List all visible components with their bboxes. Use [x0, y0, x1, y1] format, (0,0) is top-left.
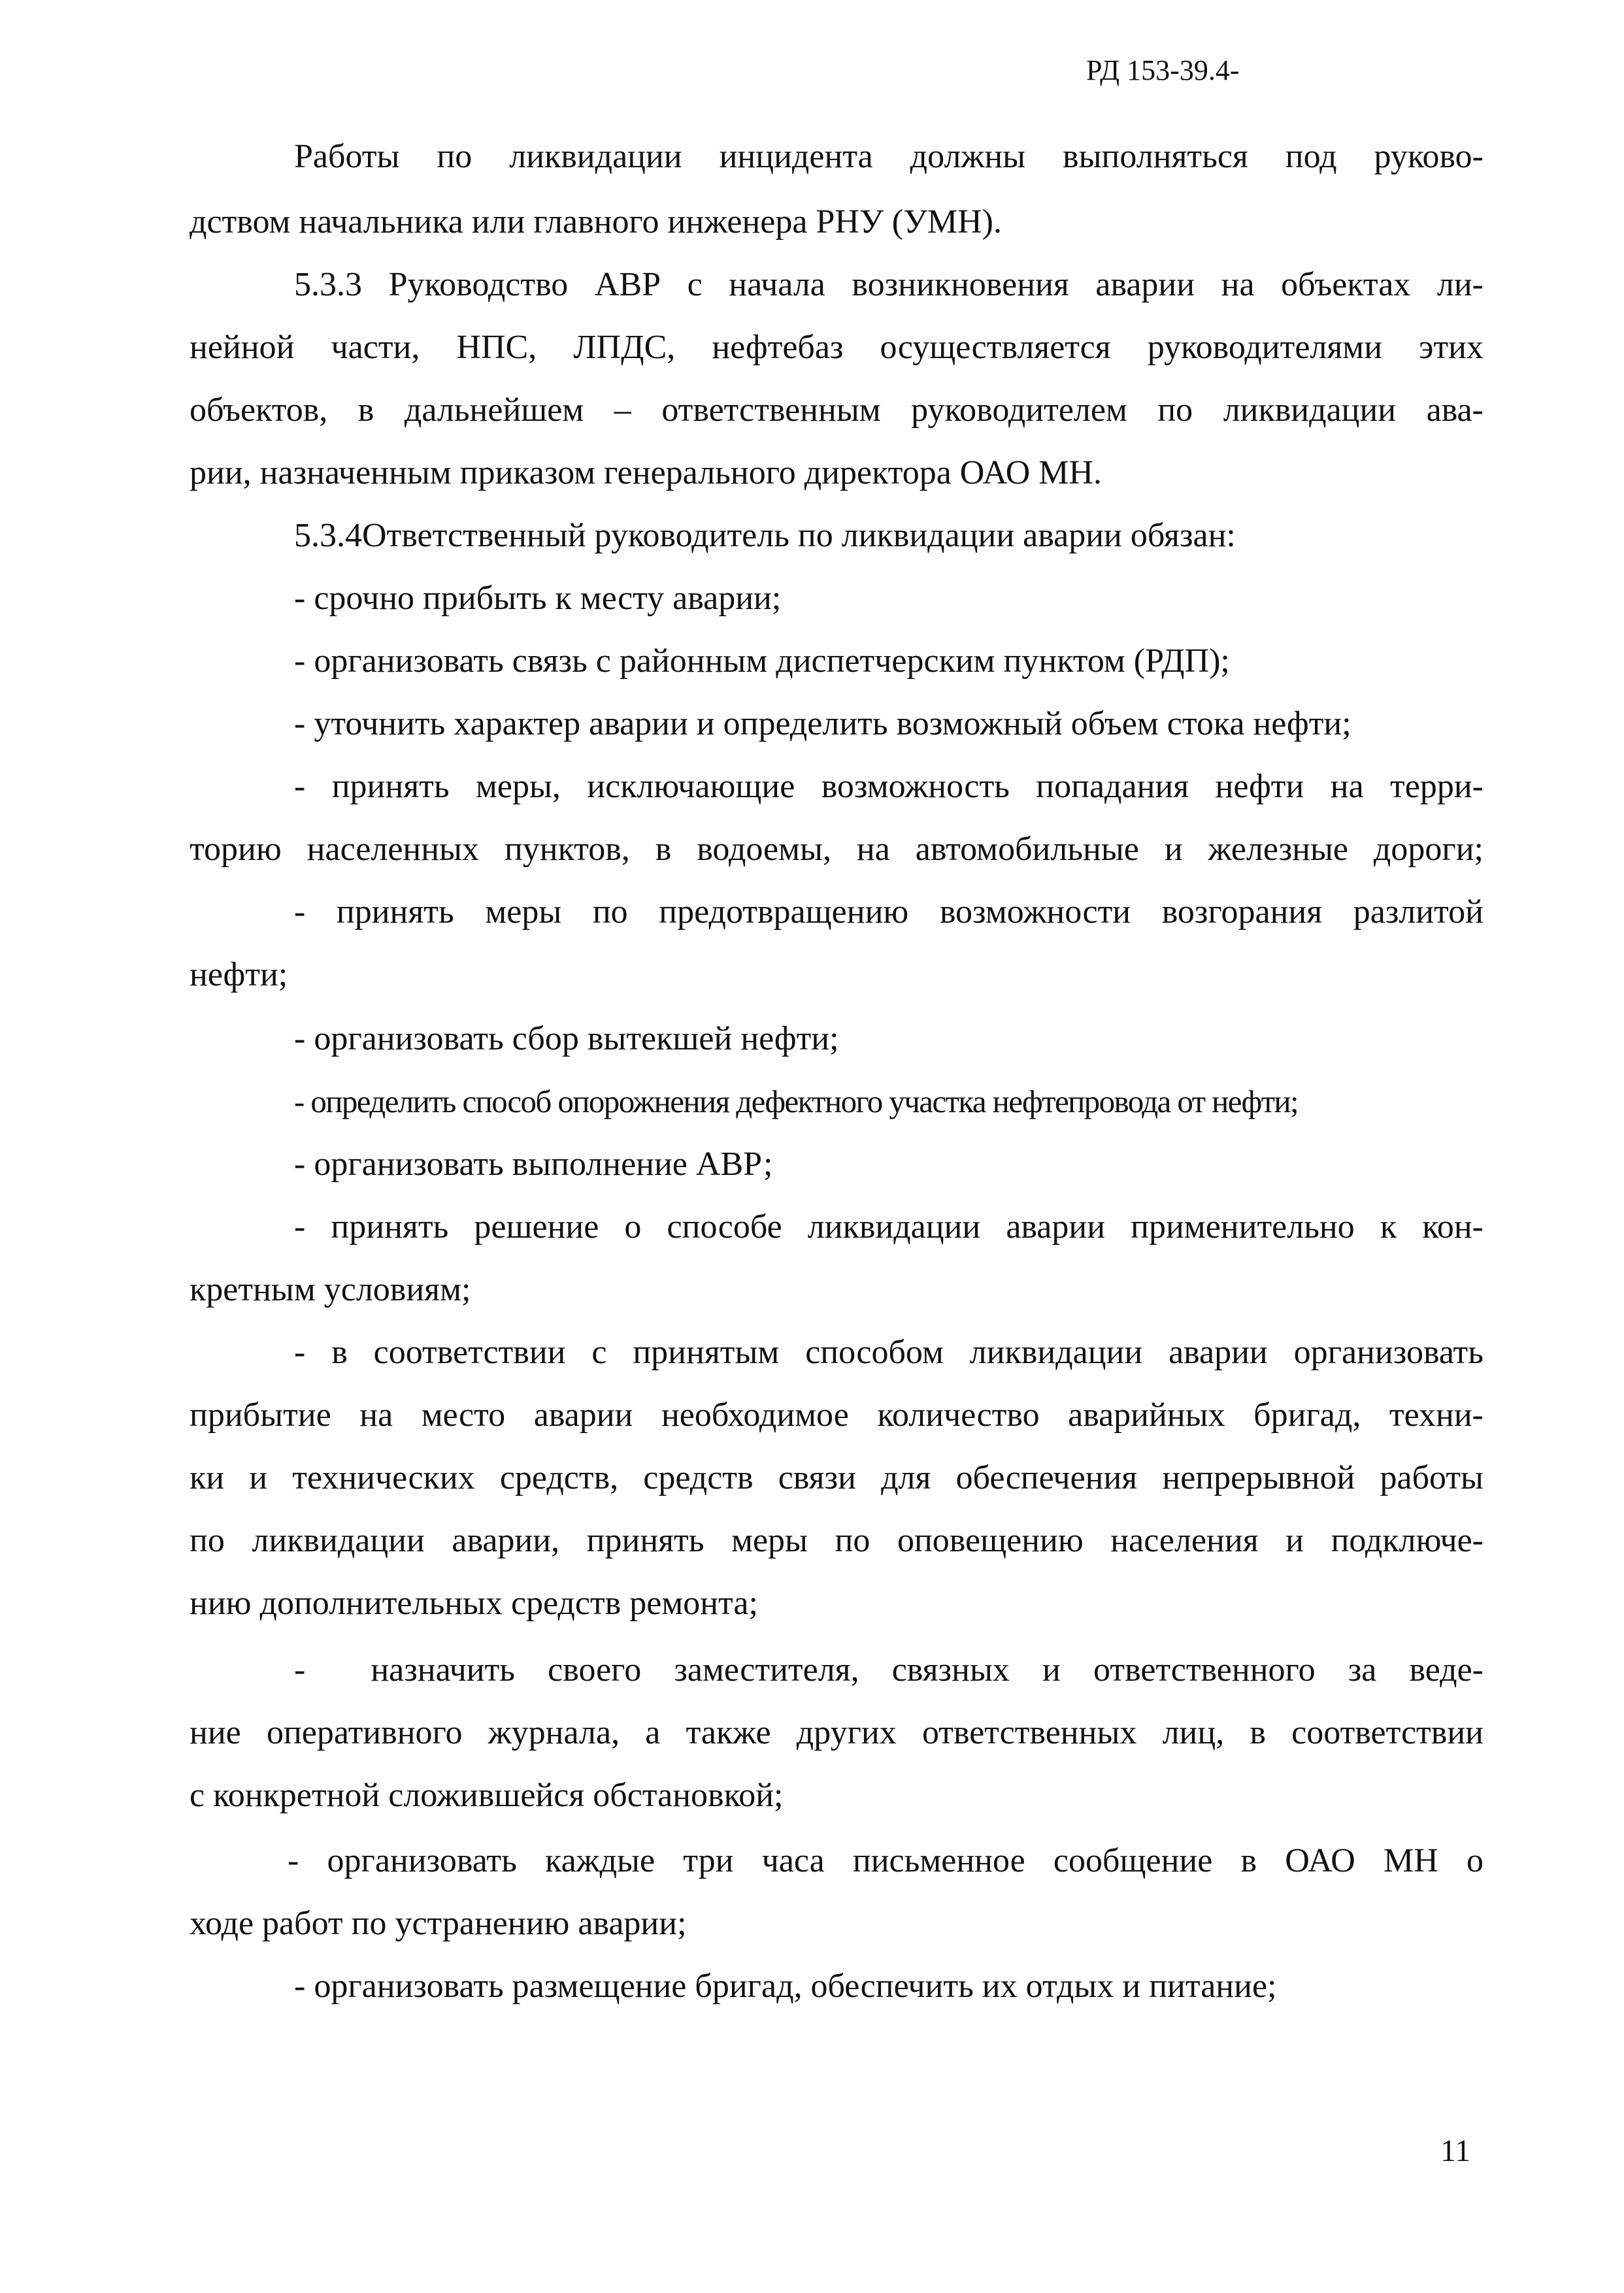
list-item: - организовать каждые три часа письменное сообщение в ОАО МН о [288, 1842, 1483, 1879]
text-line: 5.3.4Ответственный руководитель по ликвидации аварии обязан: [294, 517, 1236, 554]
page-number: 11 [1440, 2134, 1471, 2168]
list-item: - организовать связь с районным диспетчерским пунктом (РДП); [294, 642, 1230, 680]
list-item: - в соответствии с принятым способом ликвидации аварии организовать [294, 1334, 1483, 1371]
list-item: - определить способ опорожнения дефектного участка нефтепровода от нефти; [294, 1083, 1299, 1119]
text-line: нию дополнительных средств ремонта; [190, 1585, 758, 1622]
text-line: Работы по ликвидации инцидента должны выполняться под руково- [294, 138, 1483, 175]
text-line: 5.3.3 Руководство АВР с начала возникновения аварии на объектах ли- [294, 266, 1483, 303]
text-line: ки и технических средств, средств связи для обеспечения непрерывной работы [190, 1459, 1483, 1496]
text-line: прибытие на место аварии необходимое количество аварийных бригад, техни- [190, 1396, 1483, 1434]
text-line: ходе работ по устранению аварии; [190, 1905, 687, 1942]
list-item: - организовать сбор вытекшей нефти; [294, 1020, 839, 1057]
list-item: - срочно прибыть к месту аварии; [294, 580, 782, 617]
list-item: - организовать размещение бригад, обеспечить их отдых и питание; [294, 1968, 1277, 2005]
text-line: торию населенных пунктов, в водоемы, на автомобильные и железные дороги; [190, 831, 1483, 868]
text-line: с конкретной сложившейся обстановкой; [190, 1777, 784, 1814]
text-line: по ликвидации аварии, принять меры по оповещению населения и подключе- [190, 1522, 1483, 1559]
list-item: - принять меры, исключающие возможность попадания нефти на терри- [294, 768, 1483, 805]
list-item: - организовать выполнение АВР; [294, 1146, 773, 1183]
text-line: кретным условиям; [190, 1271, 471, 1308]
text-line: ние оперативного журнала, а также других ответственных лиц, в соответствии [190, 1714, 1483, 1751]
list-item: - принять меры по предотвращению возможности возгорания разлитой [294, 893, 1483, 931]
list-item [294, 1638, 1483, 1703]
list-item-text: назначить своего заместителя, связных и ответственного за веде- [371, 1651, 1483, 1689]
text-line: рии, назначенным приказом генерального директора ОАО МН. [190, 454, 1102, 491]
list-item: - уточнить характер аварии и определить возможный объем стока нефти; [294, 705, 1351, 742]
list-dash: - [294, 1651, 306, 1689]
list-item: - принять решение о способе ликвидации аварии применительно к кон- [294, 1208, 1483, 1245]
text-line: объектов, в дальнейшем – ответственным руководителем по ликвидации ава- [190, 391, 1483, 429]
text-line: нейной части, НПС, ЛПДС, нефтебаз осуществляется руководителями этих [190, 329, 1483, 366]
text-line: нефти; [190, 956, 288, 993]
text-line: дством начальника или главного инженера РНУ (УМН). [190, 203, 1002, 240]
document-code: РД 153-39.4- [1086, 54, 1240, 86]
